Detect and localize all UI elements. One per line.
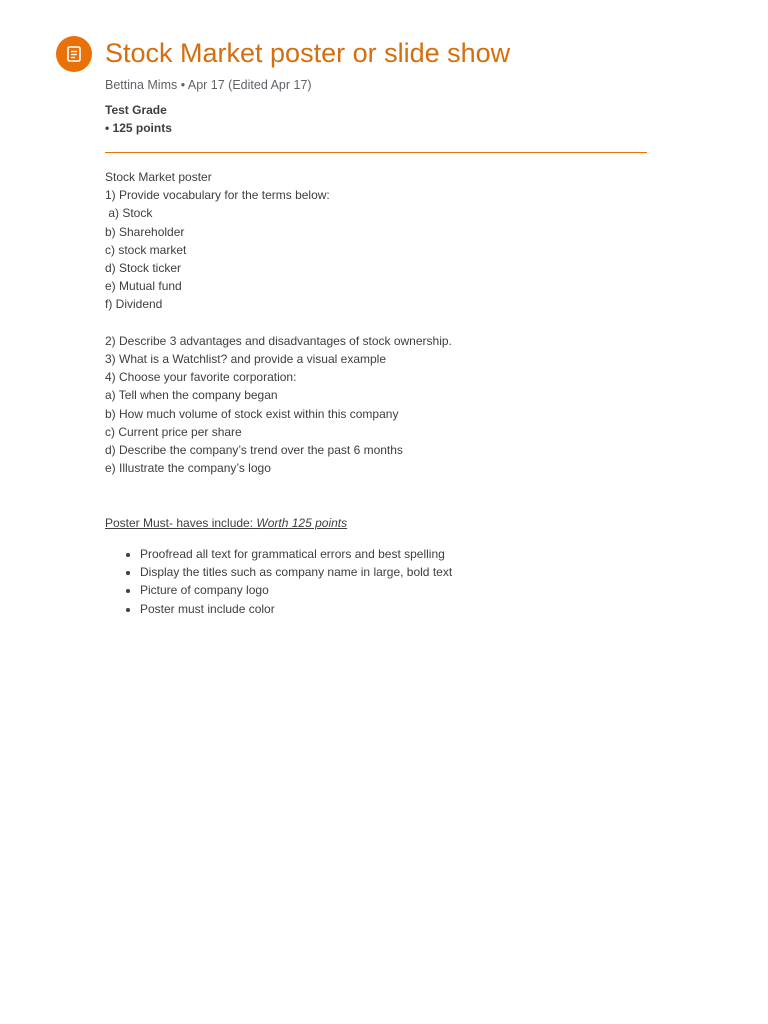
musthaves-worth: Worth 125 points [256,516,348,530]
instruction-line: b) How much volume of stock exist within this company [105,406,399,421]
list-item: • Poster must include color [140,600,452,618]
instruction-line: 4) Choose your favorite corporation: [105,370,297,385]
header-divider [105,152,647,153]
instruction-line [105,314,665,332]
instruction-line: a) Stock [105,206,153,221]
instruction-line: Stock Market poster [105,170,212,184]
instruction-line: c) Current price per share [105,424,242,439]
musthaves-list [105,545,452,618]
instruction-line: e) Mutual fund [105,279,182,294]
assignment-meta: Bettina Mims • Apr 17 (Edited Apr 17) [105,78,312,92]
musthaves-heading [105,514,347,532]
instruction-line: e) Illustrate the company’s logo [105,461,271,476]
points-value: • 125 points [105,121,172,135]
instruction-line: a) Tell when the company began [105,388,278,403]
instruction-line: c) stock market [105,242,187,257]
musthaves-label: Poster Must- haves include: [105,516,257,530]
instruction-line: d) Stock ticker [105,261,182,276]
assignment-icon [56,36,92,72]
instruction-line: 2) Describe 3 advantages and disadvantages of stock ownership. [105,333,452,348]
instructions-body [105,168,665,477]
list-item: • Proofread all text for grammatical errors and best spelling [140,545,452,563]
instruction-line: 3) What is a Watchlist? and provide a visual example [105,352,387,367]
instruction-line: f) Dividend [105,297,163,312]
instruction-line: 1) Provide vocabulary for the terms below: [105,188,330,203]
instruction-line: b) Shareholder [105,224,185,239]
list-item: • Display the titles such as company name in large, bold text [140,563,452,581]
list-item: • Picture of company logo [140,581,452,599]
assignment-title: Stock Market poster or slide show [105,38,511,68]
instruction-line: d) Describe the company’s trend over the past 6 months [105,443,403,458]
grade-category: Test Grade [105,103,167,117]
